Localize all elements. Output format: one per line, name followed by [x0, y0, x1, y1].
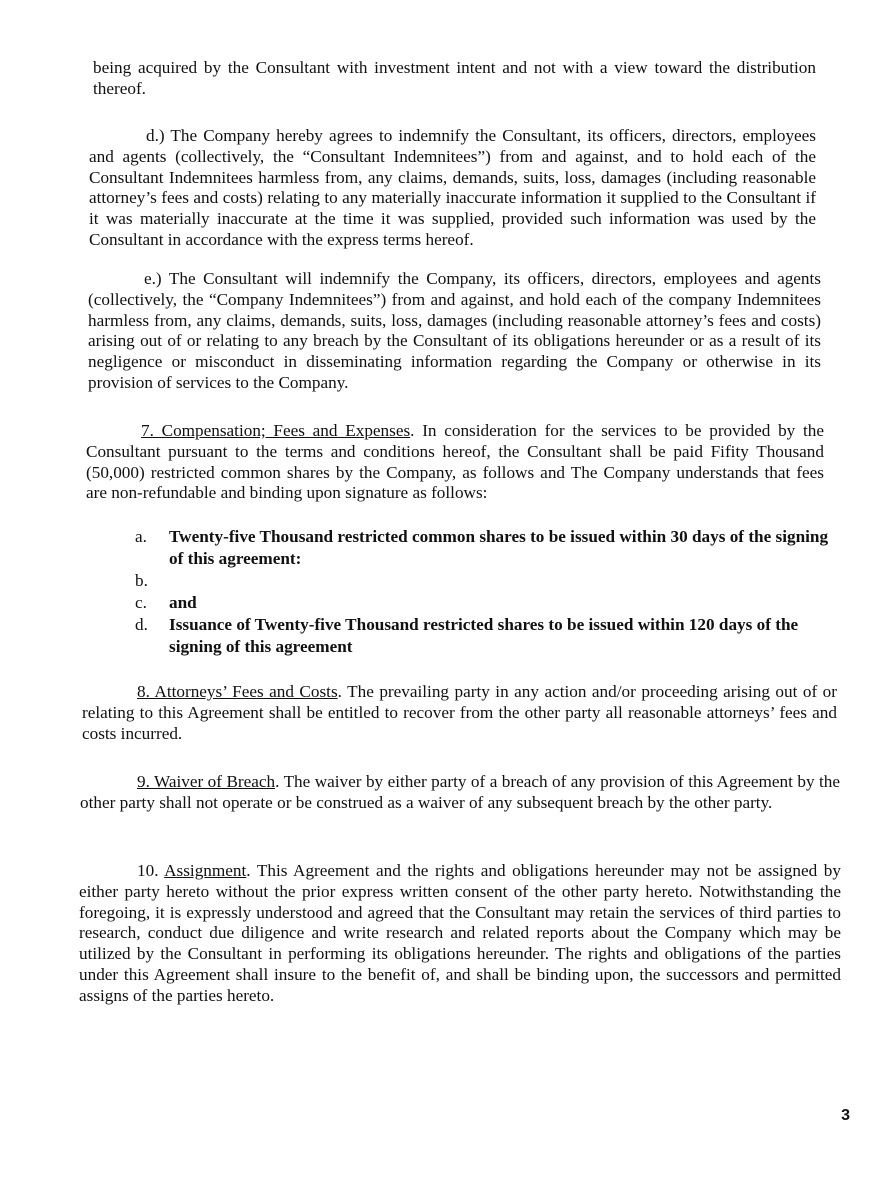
section-9-heading: 9. Waiver of Breach: [137, 772, 276, 791]
section-7-heading: 7. Compensation; Fees and Expenses: [141, 421, 411, 440]
section-7-body: . In consideration for the services to be provided by the Consultant pursuant to the terms and conditions hereof, the Consultant shall be paid Fifity Thousand (50,000) restricted common shares by the Company, as follows and The Company understands that fees are non-refundable and binding upon signature as follows:: [86, 421, 824, 503]
section-9-body: . The waiver by either party of a breach of any provision of this Agreement by the other party shall not operate or be construed as a waiver of any subsequent breach by the other party.: [80, 772, 840, 812]
list-item-text: and: [169, 593, 197, 612]
section-8-body: . The prevailing party in any action and/or proceeding arising out of or relating to this Agreement shall be entitled to recover from the other party all reasonable attorneys’ fees and costs incurred.: [82, 682, 837, 743]
compensation-list: [133, 526, 845, 658]
list-marker: c.: [135, 593, 147, 612]
paragraph-carryover: being acquired by the Consultant with investment intent and not with a view toward the distribution thereof.: [93, 58, 816, 98]
section-9-waiver: [80, 772, 840, 814]
section-10-assignment: [79, 861, 841, 1007]
page-number: 3: [841, 1107, 850, 1124]
list-marker: b.: [135, 571, 148, 590]
list-item: [133, 570, 845, 592]
list-item: [133, 526, 845, 570]
section-7-compensation: [86, 421, 824, 504]
section-10-body: . This Agreement and the rights and obligations hereunder may not be assigned by either party hereto without the prior express written consent of the other party hereto. Notwithstanding the foregoing, it is expressly understood and agreed that the Consultant may retain the services of third parties to research, conduct due diligence and write research and related reports about the Company which may be utilized by the Consultant in performing its obligations hereunder. The rights and obligations of the parties under this Agreement shall insure to the benefit of, and shall be binding upon, the successors and permitted assigns of the parties hereto.: [79, 861, 841, 1005]
list-item-text: Twenty-five Thousand restricted common shares to be issued within 30 days of the signing of this agreement:: [169, 527, 829, 568]
list-marker: d.: [135, 615, 148, 634]
list-item: [133, 592, 845, 614]
section-8-attorneys-fees: [82, 682, 837, 744]
section-8-heading: 8. Attorneys’ Fees and Costs: [137, 682, 338, 701]
list-item: [133, 614, 845, 658]
section-10-heading: Assignment: [164, 861, 247, 880]
paragraph-indemnify-company: e.) The Consultant will indemnify the Company, its officers, directors, employees and agents (collectively, the “Company Indemnitees”) from and against, and hold each of the company Indemnitees harmless from, any claims, demands, suits, loss, damages (including reasonable attorney’s fees and costs) arising out of or relating to any breach by the Consultant of its obligations hereunder or as a result of its negligence or misconduct in disseminating information regarding the Company or otherwise in its provision of services to the Company.: [88, 269, 821, 392]
section-10-number: 10.: [137, 861, 165, 880]
list-item-text: Issuance of Twenty-five Thousand restricted shares to be issued within 120 days of the signing of this agreement: [169, 615, 799, 656]
paragraph-indemnify-consultant: d.) The Company hereby agrees to indemnify the Consultant, its officers, directors, employees and agents (collectively, the “Consultant Indemnitees”) from and against, and to hold each of the Consultant Indemnitees harmless from, any claims, demands, suits, loss, damages (including reasonable attorney’s fees and costs) relating to any materially inaccurate information it supplied to the Consultant if it was materially inaccurate at the time it was supplied, provided such information was used by the Consultant in accordance with the express terms hereof.: [89, 126, 816, 249]
list-marker: a.: [135, 527, 147, 546]
